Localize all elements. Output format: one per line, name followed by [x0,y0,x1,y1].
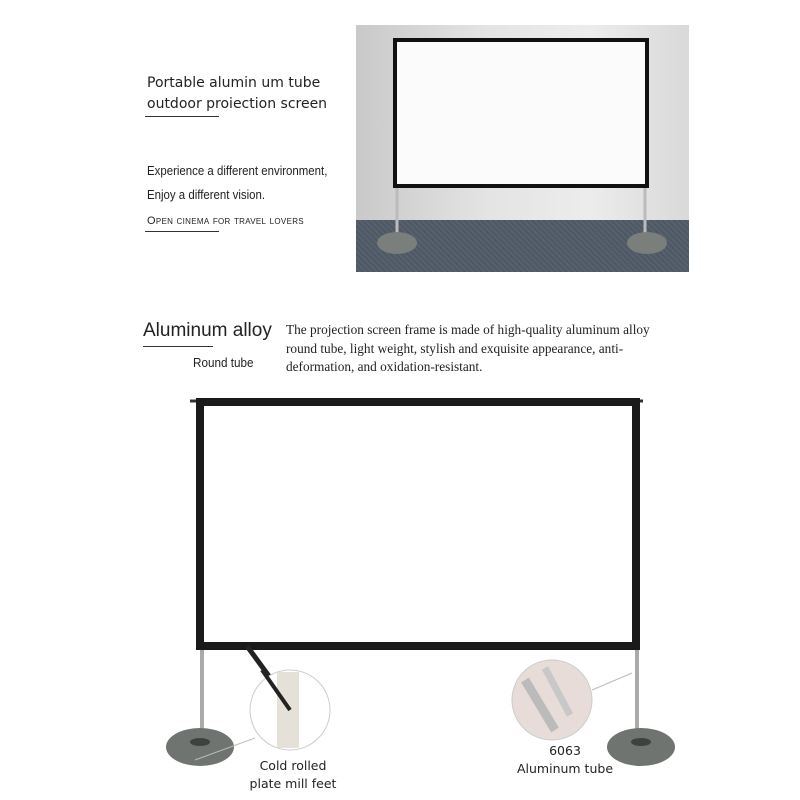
hero-title: Portable alumin um tube outdoor proiection screen [147,75,328,112]
tube-caption: 6063 Aluminum tube [516,743,614,776]
divider [145,231,219,232]
divider [143,346,213,347]
tube-callout-circle [512,660,632,740]
outdoor-screen-photo [356,25,689,272]
hero-slogan: Open cinema for travel lovers [147,215,304,227]
product-illustration [0,380,800,800]
hero-tagline: Experience a different environment, Enjoy a different vision. [147,163,328,202]
screen-illustration [356,25,689,272]
divider [145,116,219,117]
feature-heading: Aluminum alloy [143,320,272,341]
feet-caption: Cold rolled plate mill feet [249,758,337,791]
feature-description: The projection screen frame is made of high-quality aluminum alloy round tube, light weight, stylish and exquisite appearance, anti-deformation, and oxidation-resistant. [286,322,650,374]
feature-subheading: Round tube [193,355,254,370]
